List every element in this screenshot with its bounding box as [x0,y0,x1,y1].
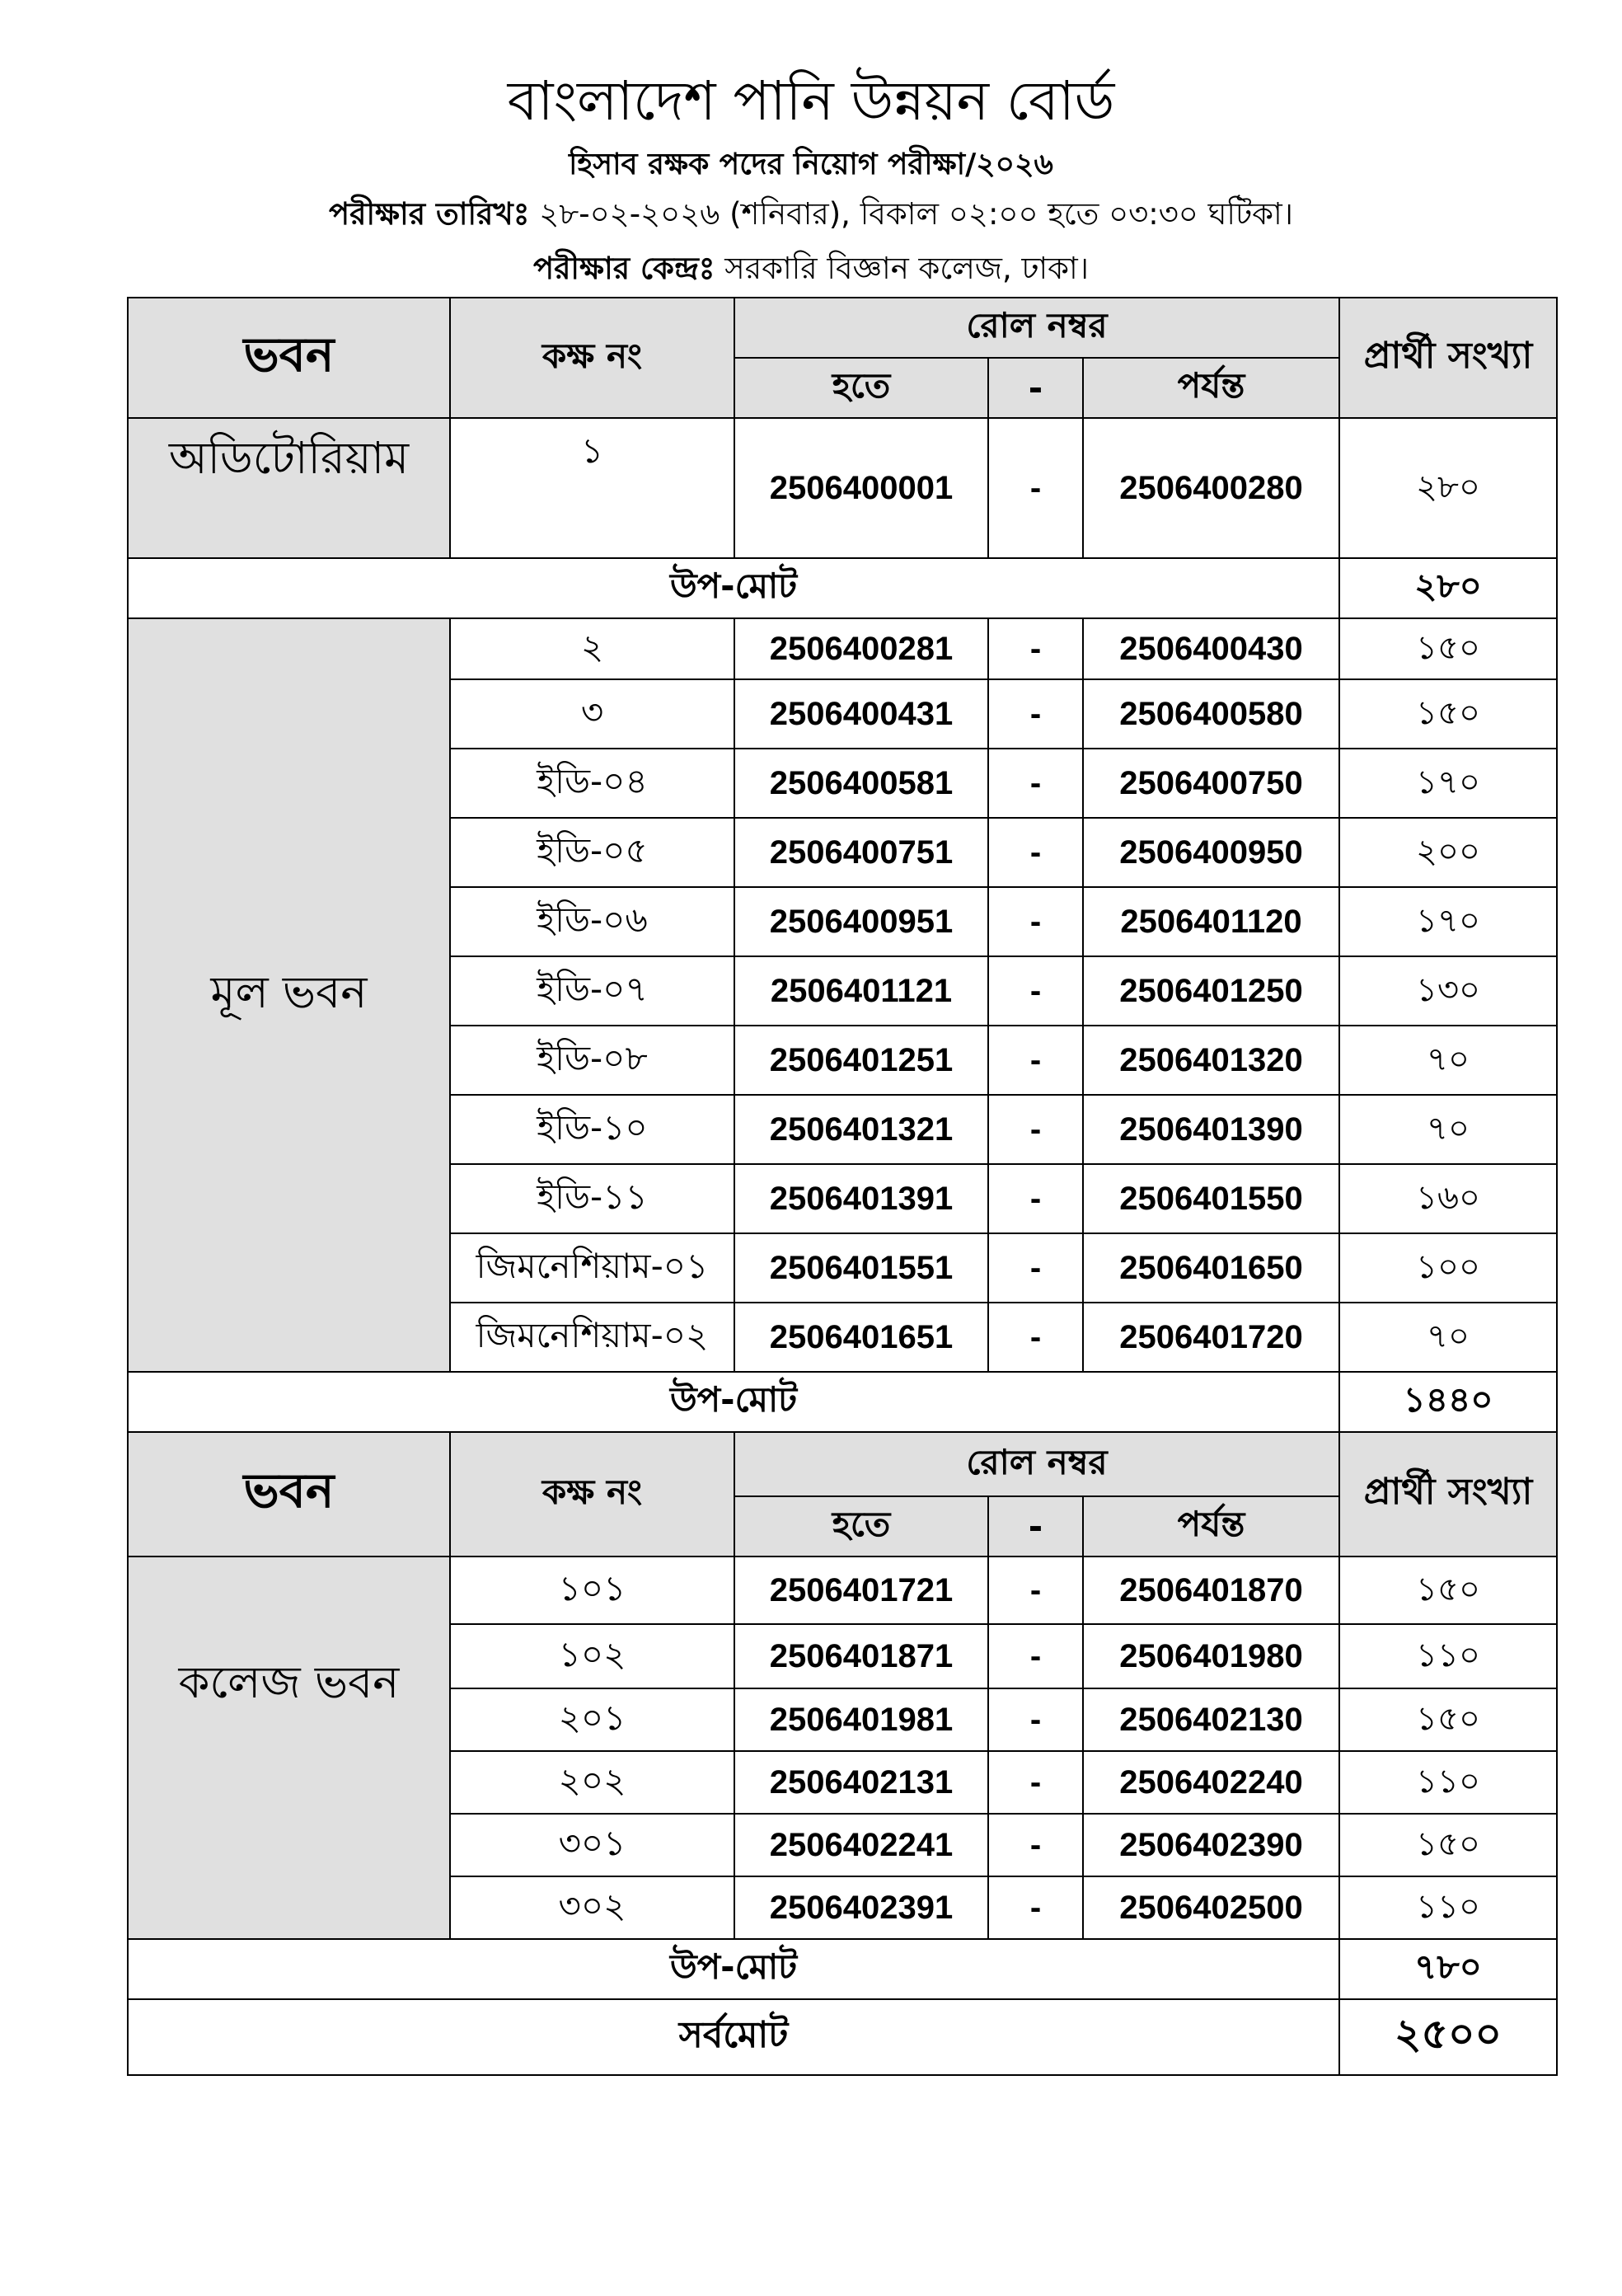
grand-total-label: সর্বমোট [128,1999,1339,2075]
roll-to: 2506401120 [1083,887,1339,956]
subtotal-value: ১৪৪০ [1339,1372,1557,1432]
roll-to: 2506401980 [1083,1624,1339,1688]
room-number: ২ [450,618,734,679]
roll-to: 2506402240 [1083,1751,1339,1814]
roll-to: 2506401870 [1083,1556,1339,1624]
room-number: ১০২ [450,1624,734,1688]
roll-dash: - [988,1751,1083,1814]
room-number: ৩০২ [450,1876,734,1939]
exam-name: হিসাব রক্ষক পদের নিয়োগ পরীক্ষা/২০২৬ [569,148,1053,181]
roll-to: 2506400430 [1083,618,1339,679]
candidate-count: ৭০ [1339,1303,1557,1372]
exam-center-value: সরকারি বিজ্ঞান কলেজ, ঢাকা। [715,251,1090,286]
roll-from: 2506400001 [734,418,988,558]
roll-to: 2506402500 [1083,1876,1339,1939]
roll-dash: - [988,749,1083,818]
roll-dash: - [988,818,1083,887]
candidate-count: ১৫০ [1339,1556,1557,1624]
roll-dash: - [988,1164,1083,1233]
subtotal-value: ৭৮০ [1339,1939,1557,1999]
roll-to: 2506401250 [1083,956,1339,1026]
building-name: অডিটোরিয়াম [128,418,450,558]
candidate-count: ৭০ [1339,1095,1557,1164]
room-number: ইডি-১১ [450,1164,734,1233]
room-number: ইডি-১০ [450,1095,734,1164]
exam-date-value: ২৮-০২-২০২৬ (শনিবার), বিকাল ০২:০০ হতে ০৩:৩০ ঘটিকা। [529,196,1294,232]
roll-to: 2506400950 [1083,818,1339,887]
roll-dash: - [988,1026,1083,1095]
roll-dash: - [988,1095,1083,1164]
subtotal-row [128,1372,1557,1432]
roll-dash: - [988,1814,1083,1876]
roll-to: 2506400750 [1083,749,1339,818]
candidate-count: ১৩০ [1339,956,1557,1026]
room-number: ২০২ [450,1751,734,1814]
roll-from: 2506400281 [734,618,988,679]
roll-to: 2506401320 [1083,1026,1339,1095]
roll-to: 2506401720 [1083,1303,1339,1372]
exam-date-line [0,190,1622,242]
candidate-count: ১৭০ [1339,749,1557,818]
header-building: ভবন [128,1432,450,1556]
roll-from: 2506400951 [734,887,988,956]
subtotal-label: উপ-মোট [128,1372,1339,1432]
roll-from: 2506401981 [734,1688,988,1751]
roll-from: 2506401321 [734,1095,988,1164]
room-number: ৩০১ [450,1814,734,1876]
candidate-count: ১১০ [1339,1624,1557,1688]
candidate-count: ১৫০ [1339,1814,1557,1876]
candidate-count: ২০০ [1339,818,1557,887]
header-count: প্রার্থী সংখ্যা [1339,1432,1557,1556]
roll-to: 2506401550 [1083,1164,1339,1233]
header-building: ভবন [128,298,450,418]
table-header-row [128,1432,1557,1496]
room-number: ইডি-০৫ [450,818,734,887]
room-number: জিমনেশিয়াম-০২ [450,1303,734,1372]
page-title: বাংলাদেশ পানি উন্নয়ন বোর্ড [507,69,1115,133]
roll-from: 2506401721 [734,1556,988,1624]
building-name: মূল ভবন [128,618,450,1372]
candidate-count: ১০০ [1339,1233,1557,1303]
roll-to: 2506402390 [1083,1814,1339,1876]
candidate-count: ১৫০ [1339,618,1557,679]
roll-from: 2506401251 [734,1026,988,1095]
room-number: ১০১ [450,1556,734,1624]
subtotal-row [128,1939,1557,1999]
candidate-count: ১১০ [1339,1876,1557,1939]
room-number: ২০১ [450,1688,734,1751]
candidate-count: ১৬০ [1339,1164,1557,1233]
candidate-count: ১৭০ [1339,887,1557,956]
exam-date-label: পরীক্ষার তারিখঃ [328,196,530,232]
roll-dash: - [988,1233,1083,1303]
roll-to: 2506402130 [1083,1688,1339,1751]
subtotal-label: উপ-মোট [128,1939,1339,1999]
roll-dash: - [988,679,1083,749]
room-number: ইডি-০৪ [450,749,734,818]
roll-from: 2506400581 [734,749,988,818]
roll-dash: - [988,1556,1083,1624]
roll-dash: - [988,618,1083,679]
header-roll: রোল নম্বর [734,298,1339,358]
roll-to: 2506401650 [1083,1233,1339,1303]
subtotal-value: ২৮০ [1339,558,1557,618]
header-to: পর্যন্ত [1083,358,1339,418]
grand-total-row [128,1999,1557,2075]
exam-center-label: পরীক্ষার কেন্দ্রঃ [532,251,715,286]
room-number: ইডি-০৭ [450,956,734,1026]
roll-from: 2506401551 [734,1233,988,1303]
table-header-row [128,298,1557,358]
roll-dash: - [988,1624,1083,1688]
roll-from: 2506400751 [734,818,988,887]
subtotal-label: উপ-মোট [128,558,1339,618]
roll-to: 2506400280 [1083,418,1339,558]
header-from: হতে [734,1496,988,1556]
room-number: ইডি-০৬ [450,887,734,956]
subtotal-row [128,558,1557,618]
candidate-count: ১১০ [1339,1751,1557,1814]
table-row [128,618,1557,679]
exam-center-line [0,244,1622,296]
table-row [128,1556,1557,1624]
header-dash: - [988,1496,1083,1556]
room-number: জিমনেশিয়াম-০১ [450,1233,734,1303]
roll-from: 2506402391 [734,1876,988,1939]
candidate-count: ১৫০ [1339,679,1557,749]
roll-to: 2506401390 [1083,1095,1339,1164]
table-row [128,418,1557,558]
roll-from: 2506401651 [734,1303,988,1372]
candidate-count: ২৮০ [1339,418,1557,558]
candidate-count: ১৫০ [1339,1688,1557,1751]
room-number: ৩ [450,679,734,749]
roll-from: 2506402241 [734,1814,988,1876]
candidate-count: ৭০ [1339,1026,1557,1095]
header-room: কক্ষ নং [450,298,734,418]
building-name: কলেজ ভবন [128,1556,450,1939]
roll-dash: - [988,1688,1083,1751]
roll-from: 2506401391 [734,1164,988,1233]
header-count: প্রার্থী সংখ্যা [1339,298,1557,418]
roll-from: 2506400431 [734,679,988,749]
header-dash: - [988,358,1083,418]
header-room: কক্ষ নং [450,1432,734,1556]
roll-from: 2506401871 [734,1624,988,1688]
roll-from: 2506401121 [734,956,988,1026]
roll-dash: - [988,956,1083,1026]
grand-total-value: ২৫০০ [1339,1999,1557,2075]
room-number: ১ [450,418,734,558]
roll-to: 2506400580 [1083,679,1339,749]
roll-dash: - [988,1876,1083,1939]
roll-dash: - [988,1303,1083,1372]
header-from: হতে [734,358,988,418]
room-number: ইডি-০৮ [450,1026,734,1095]
roll-dash: - [988,887,1083,956]
roll-from: 2506402131 [734,1751,988,1814]
roll-dash: - [988,418,1083,558]
seat-plan-table [127,297,1558,2076]
header-roll: রোল নম্বর [734,1432,1339,1496]
header-to: পর্যন্ত [1083,1496,1339,1556]
